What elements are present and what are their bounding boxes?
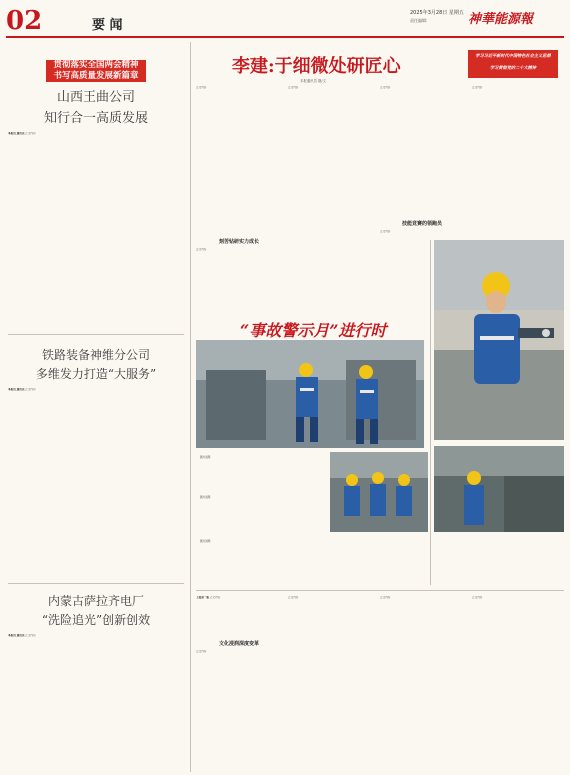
photo-team-inspection [330,452,428,532]
article-text: 正文内容 [380,86,391,89]
article-lead: 本报讯 通讯员 [8,388,25,391]
photo-caption-2: 图片说明 [200,496,211,499]
article-title-line-1: 山西王曲公司 [56,90,135,105]
page-number: 02 [6,6,43,36]
header-rule [6,36,564,38]
editors-line: 责任编辑: [410,18,428,23]
article-salaqi [8,592,184,762]
article-text: 正文内容 [288,86,299,89]
article-text: 正文内容 [380,596,391,599]
main-col-2 [288,86,372,300]
main-byline: 本报通讯员 摄/文 [300,79,326,83]
main-col-3 [380,86,464,170]
divider [8,334,184,335]
culture-col-1 [196,596,280,636]
article-text: 正文内容 [209,596,221,599]
article-text: 正文内容 [288,596,299,599]
culture-col-1b [196,650,280,768]
right-banner [468,50,558,78]
main-col-1 [196,86,280,236]
culture-col-3 [380,596,464,768]
banner-line-1: 学习习近平新时代中国特色社会主义思想 [475,53,551,58]
article-text: 正文内容 [25,388,36,391]
culture-col-4 [472,596,564,768]
article-title-line-1: 内蒙古萨拉齐电厂 [47,594,144,608]
article-text: 正文内容 [380,230,391,233]
photo-worker-closeup [434,240,564,440]
culture-col-2 [288,596,372,768]
page-header [0,0,570,40]
article-text: 正文内容 [25,634,36,637]
article-title-line-1: 铁路装备神维分公司 [41,348,150,362]
worker-scene-image [196,340,424,448]
article-body [8,634,184,762]
subheading: 文化浸润深度变革 [218,641,259,647]
section-label: 要 闻 [92,18,123,33]
article-text: 正文内容 [196,650,207,653]
article-railway [8,346,184,574]
article-text: 正文内容 [196,86,207,89]
worker-closeup-image [434,240,564,440]
photo-caption-1: 图片说明 [200,456,211,459]
article-lead: 本报讯 通讯员 [8,634,25,637]
left-banner [46,60,146,82]
subheading: 技能竞赛的领跑员 [401,221,442,227]
subheading: 刻苦钻研实力成长 [218,239,259,245]
article-body [8,388,184,574]
operator-image [434,446,564,532]
paper-name: 神華能源報 [468,12,534,27]
photo-operator [434,446,564,532]
divider [196,590,564,591]
article-body [8,132,184,337]
team-image [330,452,428,532]
photo-workers-maintenance [196,340,424,448]
divider [8,583,184,584]
article-text: 正文内容 [196,248,207,251]
article-title-line-2: 知行合一高质发展 [43,111,148,126]
article-lead: 上接第一版 [196,596,209,599]
column-divider [190,42,191,772]
issue-date: 2025年3月28日 星期五 [410,10,464,16]
article-lead: 本报讯 通讯员 [8,132,25,135]
banner-line-1: 贯彻落实全国两会精神 [53,60,139,70]
main-col-1b [196,248,280,300]
article-title-line-2: “洗险追光”创新创效 [41,613,151,627]
article-title-line-2: 多维发力打造“大服务” [35,367,157,381]
banner-line-2: 学习贯彻党的二十大精神 [489,65,537,70]
photo-overlay-title: “事故警示月”进行时 [240,321,387,340]
article-text: 正文内容 [472,86,483,89]
banner-line-2: 书写高质量发展新篇章 [53,71,139,81]
article-text: 正文内容 [472,596,483,599]
main-title: 李建:于细微处研匠心 [232,56,401,77]
article-wangqu [8,86,184,337]
culture-article [196,596,566,771]
article-text: 正文内容 [25,132,36,135]
photo-caption-3: 图片说明 [200,540,211,543]
